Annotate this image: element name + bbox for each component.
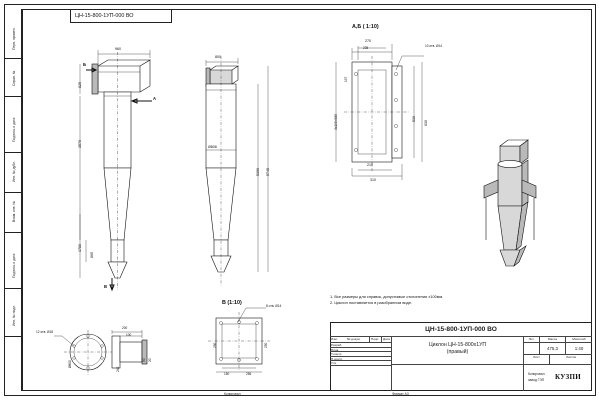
stamp-col-date: Дата <box>382 337 392 343</box>
footer-copied: Копировал <box>224 392 241 396</box>
dim-310: 310 <box>370 178 376 182</box>
dim-200: 200 <box>122 326 128 330</box>
margin-label-2: Подпись и дата <box>12 117 16 142</box>
dim-250-left: 250 <box>213 342 217 348</box>
main-view-label-v: В <box>104 284 108 289</box>
dim-800: 800 <box>215 55 221 59</box>
dim-865: 865 <box>90 252 94 258</box>
dim-240: 240 <box>116 366 120 372</box>
margin-label-3: Инв. № дубл. <box>12 161 16 182</box>
dim-d800: Ø800 <box>68 360 72 368</box>
dim-d808: Ø808 <box>208 145 217 149</box>
stamp-col-izm: Изм. <box>331 337 338 341</box>
section-ab-title: А,Б ( 1:10) <box>352 24 379 30</box>
margin-label-0: Перв. примен. <box>12 27 16 50</box>
lit-value <box>524 343 540 355</box>
dim-210: 210 <box>367 163 373 167</box>
col-massa: Масса <box>540 337 566 343</box>
dim-5745: 5745 <box>266 168 270 176</box>
dim-1780: 1780 <box>78 244 82 252</box>
dim-3570: 3570 <box>78 140 82 148</box>
col-lit: Лит. <box>524 337 540 343</box>
dim-3x195: 3x195=585 <box>334 114 338 130</box>
company-note-cell <box>392 365 524 391</box>
dim-256: 256 <box>246 372 252 376</box>
stamp-row-razrab: Разраб. <box>330 343 392 348</box>
note-2: 2. Циклон поставляется в разобранном виде. <box>330 299 413 305</box>
mass-value: 475,3 <box>540 343 566 355</box>
margin-label-1: Справ. № <box>12 70 16 86</box>
dim-12-holes: 12 отв. Ø18 <box>36 330 54 334</box>
margin-label-5: Подпись и дата <box>12 253 16 278</box>
margin-label-6: Инв. № подл. <box>12 304 16 326</box>
top-left-tag-text: ЦН-15-800-1УП-000 ВО <box>75 13 134 19</box>
stamp-row-nkontr: Н.контр. <box>330 357 392 362</box>
note-1: 1. Все размеры для справок, допустимые отклонения ±100мм. <box>330 294 444 299</box>
dim-235: 235 <box>363 46 369 50</box>
dim-100: 100 <box>126 333 132 337</box>
sheets-label: Листов <box>550 355 592 365</box>
scale-value: 1:40 <box>566 343 592 355</box>
company-logo: КУЗПИ <box>554 373 582 381</box>
product-name-line2: (правый) <box>446 349 469 356</box>
dim-270: 270 <box>365 39 371 43</box>
col-masshtab: Масштаб <box>566 337 592 343</box>
dim-197: 197 <box>344 76 348 82</box>
main-view-label-a: А <box>153 96 157 101</box>
margin-label-4: Взам. инв. № <box>12 200 16 222</box>
stamp-row-utv: Утв. <box>330 361 392 366</box>
dim-50: 50 <box>142 358 146 362</box>
technical-notes <box>330 294 580 305</box>
product-name-line1: Циклон ЦН-15-800х1УП <box>428 342 487 348</box>
title-designation: ЦН-15-800-1УП-000 ВО <box>330 322 592 337</box>
company-sub-2: завод ГЭП <box>528 378 545 382</box>
sheet-label: Лист <box>524 355 550 365</box>
section-v-title: В (1:10) <box>222 300 242 306</box>
stamp-col-sign: Подп. <box>370 337 382 343</box>
dim-960: 960 <box>115 47 121 51</box>
dim-20: 20 <box>148 358 152 362</box>
dim-825: 825 <box>78 82 82 88</box>
dim-5390: 5390 <box>256 168 260 176</box>
dim-630: 630 <box>424 120 428 126</box>
title-product-name <box>392 337 524 365</box>
stamp-row-blank <box>330 366 392 391</box>
dim-530: 530 <box>412 116 416 122</box>
stamp-col-doc: № докум. <box>346 337 370 343</box>
company-sub-1: Копировал <box>528 372 545 376</box>
stamp-row-prov: Пров. <box>330 348 392 353</box>
main-view-label-b: Б <box>83 62 87 67</box>
dim-150: 150 <box>224 372 230 376</box>
stamp-row-tkontr: Т.контр. <box>330 352 392 357</box>
holes-10: 10 отв. Ø14 <box>425 44 443 48</box>
footer-format: Формат А3 <box>392 392 409 396</box>
holes-8: 8 отв. Ø14 <box>266 304 282 308</box>
dim-250-right: 250 <box>264 342 268 348</box>
